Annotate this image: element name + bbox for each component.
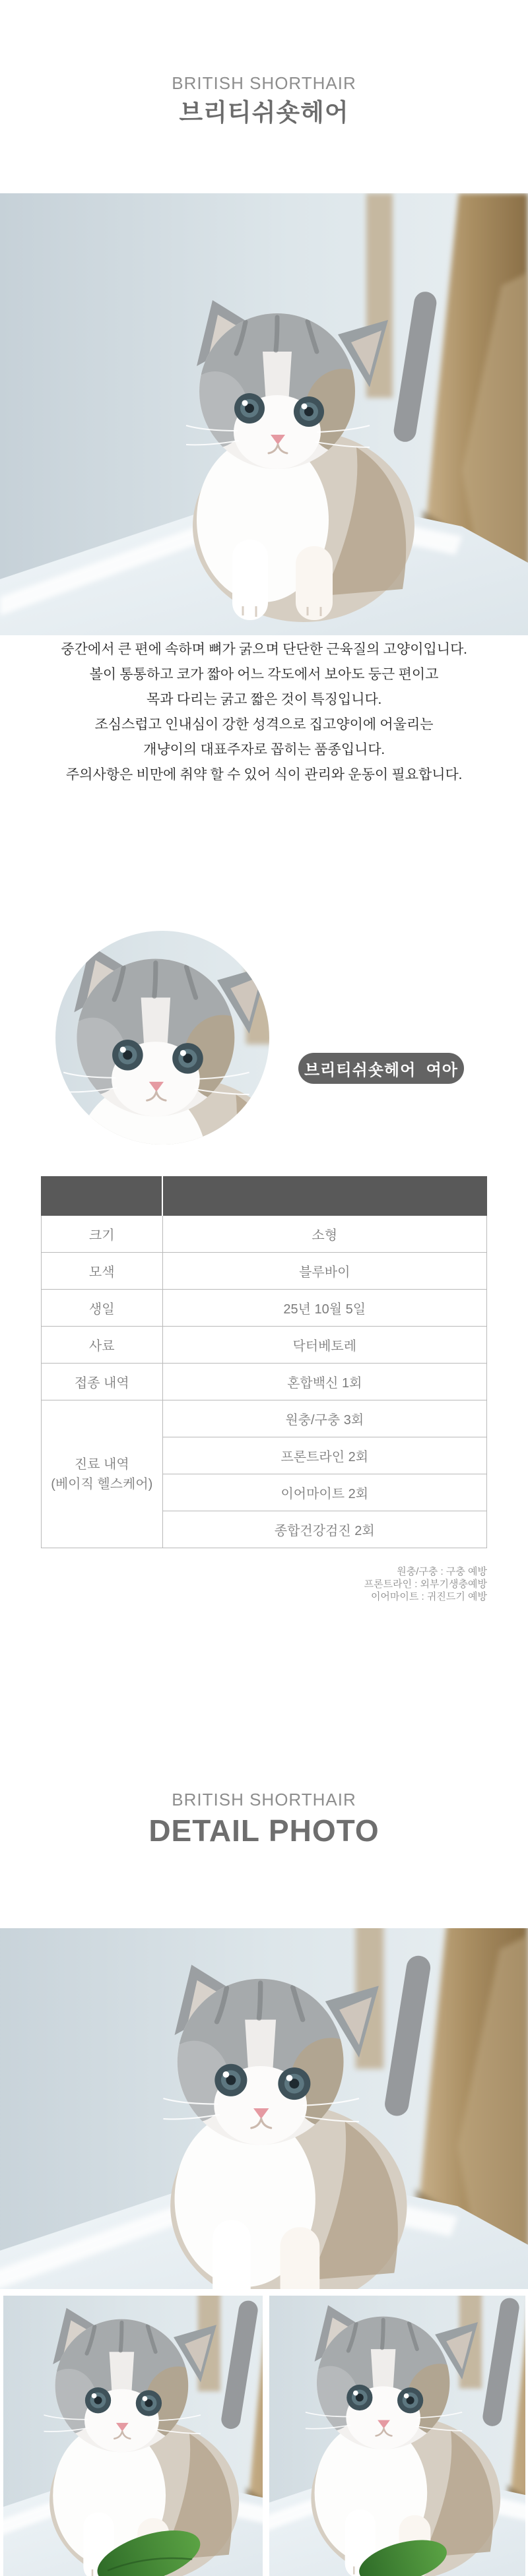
- row-label: 사료: [42, 1327, 163, 1364]
- breed-title-en: BRITISH SHORTHAIR: [172, 73, 356, 93]
- footnote-line: 이어마이트 : 귀진드기 예방: [370, 1591, 487, 1602]
- row-label: 모색: [42, 1253, 163, 1290]
- table-row: [42, 1400, 487, 1437]
- table-footnotes: [0, 1565, 487, 1603]
- description-line: 조심스럽고 인내심이 강한 성격으로 집고양이에 어울리는: [94, 716, 434, 732]
- row-label: 생일: [42, 1290, 163, 1327]
- main-photo: [0, 193, 528, 635]
- footnote-line: 프론트라인 : 외부기생충예방: [364, 1579, 487, 1590]
- row-value: 25년 10월 5일: [162, 1290, 487, 1327]
- care-value: 종합건강검진 2회: [162, 1511, 487, 1548]
- info-table: [41, 1176, 487, 1548]
- care-label-line1: 진료 내역: [74, 1457, 129, 1472]
- breed-sex-badge: 브리티쉬숏헤어 여아: [298, 1053, 464, 1084]
- description-line: 개냥이의 대표주자로 꼽히는 품종입니다.: [143, 741, 385, 757]
- care-value: 이어마이트 2회: [162, 1474, 487, 1511]
- care-value: 프론트라인 2회: [162, 1437, 487, 1474]
- care-label-line2: (베이직 헬스케어): [51, 1476, 153, 1492]
- detail-photo-2: [3, 2296, 263, 2576]
- row-value: 소형: [162, 1216, 487, 1253]
- info-table-header-row: [42, 1177, 487, 1216]
- detail-photo-row: [0, 2296, 528, 2576]
- row-label: 접종 내역: [42, 1364, 163, 1400]
- row-label: 크기: [42, 1216, 163, 1253]
- description-line: 중간에서 큰 편에 속하며 뼈가 굵으며 단단한 근육질의 고양이입니다.: [61, 641, 467, 657]
- table-row: [42, 1290, 487, 1327]
- care-value: 원충/구충 3회: [162, 1400, 487, 1437]
- table-row: [42, 1327, 487, 1364]
- info-table-header-value-cell: [162, 1177, 487, 1216]
- row-value: 닥터베토레: [162, 1327, 487, 1364]
- detail-title-en: BRITISH SHORTHAIR: [172, 1790, 356, 1809]
- footnote-line: 원충/구충 : 구충 예방: [397, 1566, 487, 1577]
- table-row: [42, 1253, 487, 1290]
- detail-photo-1: [0, 1928, 528, 2289]
- description-line: 볼이 통통하고 코가 짧아 어느 각도에서 보아도 둥근 편이고: [89, 666, 439, 682]
- breed-title-ko: 브리티쉬숏헤어: [179, 99, 349, 126]
- detail-title: DETAIL PHOTO: [148, 1813, 380, 1848]
- description-line: 목과 다리는 굵고 짧은 것이 특징입니다.: [146, 691, 382, 707]
- detail-photo-3: [269, 2296, 525, 2576]
- care-history-label: [42, 1400, 163, 1548]
- info-table-header-label-cell: [42, 1177, 163, 1216]
- table-row: [42, 1364, 487, 1400]
- description-line: 주의사항은 비만에 취약 할 수 있어 식이 관리와 운동이 필요합니다.: [65, 767, 463, 782]
- table-row: [42, 1216, 487, 1253]
- profile-photo-circle: [55, 931, 269, 1145]
- breed-description: [0, 637, 528, 787]
- row-value: 블루바이: [162, 1253, 487, 1290]
- row-value: 혼합백신 1회: [162, 1364, 487, 1400]
- profile-section: [0, 787, 528, 1176]
